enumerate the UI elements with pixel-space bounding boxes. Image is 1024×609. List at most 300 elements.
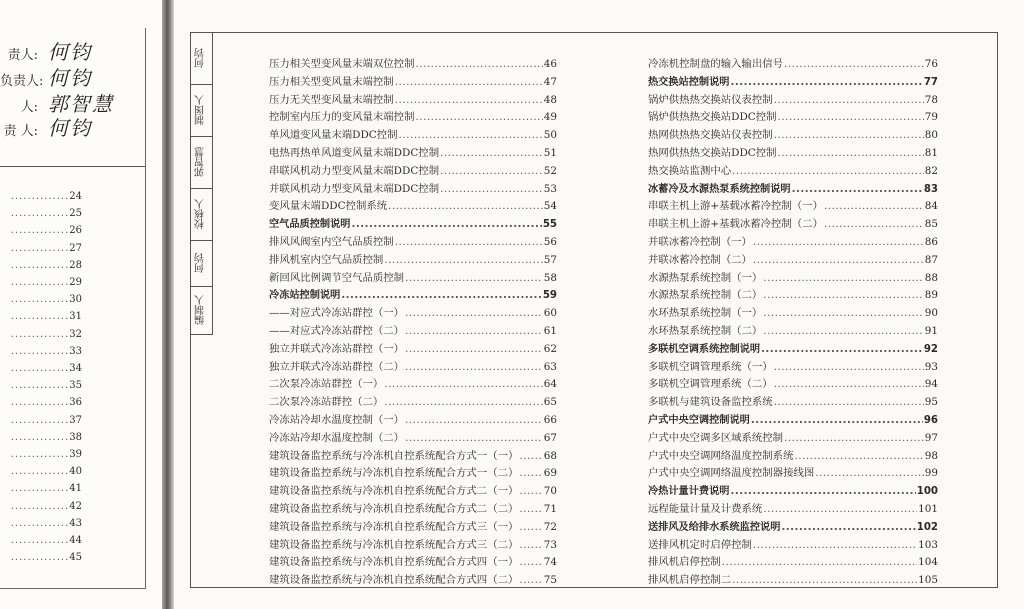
dot-leader: .............. [10,345,70,357]
toc-entry-title: 独立并联式冷冻站群控（二） [269,360,405,373]
toc-entry [0,552,82,563]
toc-entry-page: 71 [543,502,557,515]
dot-leader: .............. [10,328,70,340]
toc-entry-page: 104 [918,556,938,569]
responsibility-label: 负责人: [0,74,44,89]
toc-entry-page: 72 [543,520,557,533]
toc-entry [269,181,557,199]
toc-entry [648,181,938,199]
dot-leader [519,501,542,519]
toc-entry-page: 44 [69,535,82,546]
dot-leader [519,448,542,466]
toc-entry-page: 86 [924,235,938,248]
toc-entry [0,277,82,288]
dot-leader [440,145,543,163]
toc-entry [648,448,938,466]
toc-entry-title: 水源热泵系统控制（一） [648,271,763,284]
dot-leader [415,56,542,74]
toc-entry-title: 建筑设备监控系统与冷冻机自控系统配合方式三（一） [269,520,519,533]
toc-entry-page: 26 [69,225,82,237]
toc-entry-title: 变风量末端DDC控制系统 [269,200,388,213]
toc-entry [269,163,557,181]
toc-entry-title: 二次泵冷冻站群控（二） [269,396,384,409]
toc-entry-title: ——对应式冷冻站群控（一） [269,307,405,320]
toc-entry-title: 多联机空调系统控制说明 [648,343,761,355]
toc-entry-page: 100 [916,486,938,498]
toc-entry-title: 热交换站监测中心 [648,164,732,177]
dot-leader: .............. [10,449,70,460]
dot-leader: .............. [10,191,70,202]
toc-entry-page: 79 [924,111,938,124]
dot-leader [778,109,924,127]
toc-entry-title: 排风机启停控制二 [648,574,732,587]
toc-entry-title: 排风机启停控制 [648,556,721,569]
toc-entry-title: 并联冰蓄冷控制（二） [648,253,752,266]
dot-leader [519,554,542,572]
toc-entry-title: 冰蓄冷及水源热泵系统控制说明 [648,183,791,195]
responsibility-row [0,36,92,65]
dot-leader [781,519,915,537]
dot-leader: .............. [10,225,70,237]
toc-entry-page: 95 [924,396,938,409]
toc-entry-page: 74 [543,556,557,569]
toc-entry-page: 96 [923,414,938,426]
toc-entry-page: 33 [69,345,82,357]
dot-leader [405,412,543,430]
toc-entry-title: 水环热泵系统控制（二） [648,324,763,337]
toc-entry [648,287,938,305]
toc-entry [648,519,938,537]
toc-entry [648,501,938,519]
toc-entry-title: 建筑设备监控系统与冷冻机自控系统配合方式一（二） [269,467,519,480]
toc-entry [269,216,557,234]
dot-leader: .............. [10,397,70,409]
toc-entry-title: 多联机空调管理系统（二） [648,378,773,391]
toc-entry-page: 77 [923,76,938,88]
toc-entry-page: 97 [924,431,938,444]
dot-leader: .............. [10,535,70,546]
sidebar-cell: 何钧 [195,48,207,68]
toc-entry [0,449,82,460]
toc-entry-page: 24 [69,191,82,202]
toc-entry [648,537,938,555]
toc-entry-title: 热网供热热交换站仪表控制 [648,129,773,142]
dot-leader [763,501,917,519]
toc-entry [269,554,557,572]
toc-entry-page: 85 [924,218,938,231]
toc-entry [648,92,938,110]
left-page [0,0,162,609]
toc-entry-title: 水源热泵系统控制（二） [648,289,763,302]
dot-leader [440,181,543,199]
dot-leader [405,270,543,288]
toc-entry [0,501,82,512]
signature: 何钧 [48,66,92,90]
dot-leader [763,287,923,305]
toc-entry [269,145,557,163]
toc-entry [269,519,557,537]
toc-entry [0,311,82,322]
toc-entry [0,535,82,546]
dot-leader [784,430,924,448]
dot-leader [341,287,542,305]
frame-border [145,28,146,588]
dot-leader [722,554,917,572]
dot-leader [824,198,924,216]
toc-entry [0,397,82,408]
toc-column-right [648,56,938,590]
toc-entry [269,92,557,110]
toc-entry-page: 42 [69,500,82,512]
dot-leader [761,341,923,359]
toc-entry-title: 锅炉供热热交换站仪表控制 [648,93,773,106]
toc-entry-page: 57 [543,253,557,266]
toc-entry-page: 84 [924,200,938,213]
toc-entry [0,483,82,494]
dot-leader [815,465,924,483]
dot-leader [384,376,542,394]
dot-leader [440,163,543,181]
toc-entry-title: 水环热泵系统控制（一） [648,307,763,320]
toc-entry-page: 102 [916,521,938,533]
dot-leader [763,270,923,288]
toc-entry [269,74,557,92]
toc-entry [0,363,82,374]
toc-entry-page: 105 [918,574,938,587]
dot-leader [751,412,923,430]
dot-leader [774,394,924,412]
dot-leader [405,323,543,341]
dot-leader [519,537,542,555]
toc-entry [269,109,557,127]
dot-leader [792,181,923,199]
toc-entry [648,305,938,323]
toc-entry-title: 串联风机动力型变风量末端DDC控制 [269,164,440,177]
responsibility-label: 责 人: [3,124,38,139]
toc-entry [648,216,938,234]
toc-entry-page: 90 [924,307,938,320]
toc-entry-page: 40 [69,466,82,478]
toc-entry [648,56,938,74]
toc-entry-page: 59 [542,290,557,302]
toc-entry-page: 39 [69,449,82,460]
toc-entry [269,376,557,394]
toc-entry [648,252,938,270]
toc-entry [269,359,557,377]
toc-entry-page: 55 [542,219,557,231]
toc-entry-title: 控制室内压力的变风量末端控制 [269,111,415,124]
toc-entry-page: 36 [69,397,82,409]
dot-leader [388,198,543,216]
toc-entry [269,252,557,270]
frame-border [0,588,146,589]
toc-entry-page: 67 [543,431,557,444]
toc-entry-page: 46 [543,58,557,70]
toc-entry [648,323,938,341]
toc-entry [648,359,938,377]
toc-entry-page: 43 [69,517,82,529]
toc-entry-title: 户式中央空调网络温度控制器接线图 [648,467,815,480]
toc-entry-page: 101 [918,502,938,515]
toc-entry-title: 多联机与建筑设备监控系统 [648,396,773,409]
toc-entry [269,394,557,412]
dot-leader: .............. [10,483,70,495]
dot-leader [784,56,924,74]
toc-entry-page: 69 [543,467,557,480]
sidebar-cell: 编制人 [195,295,207,325]
toc-entry-page: 78 [924,93,938,106]
toc-entry-page: 98 [924,449,938,462]
toc-entry-page: 28 [69,259,82,271]
dot-leader: .............. [10,414,70,426]
toc-entry-title: 户式中央空调多区域系统控制 [648,431,784,444]
dot-leader [384,252,542,270]
toc-entry-page: 83 [923,183,938,195]
toc-entry-page: 75 [543,574,557,587]
toc-entry [0,208,82,219]
toc-entry-title: 冷冻站冷却水温度控制（一） [269,413,405,426]
dot-leader [519,572,542,590]
dot-leader [774,376,924,394]
sidebar-cell: 制图人 [195,95,207,125]
toc-entry [0,415,82,426]
toc-entry-page: 34 [69,363,82,374]
toc-entry-page: 99 [924,467,938,480]
toc-entry-title: 并联风机动力型变风量末端DDC控制 [269,182,440,195]
responsibility-row [0,62,92,91]
dot-leader [732,572,917,590]
toc-entry [269,448,557,466]
toc-entry [269,270,557,288]
dot-leader: .............. [10,380,70,392]
toc-entry-page: 31 [69,311,82,323]
toc-entry-title: 冷冻站冷却水温度控制（二） [269,431,405,444]
toc-entry [648,234,938,252]
toc-entry-page: 64 [543,378,557,391]
toc-entry [0,432,82,443]
toc-entry-page: 65 [543,396,557,409]
toc-entry [0,243,82,254]
dot-leader [405,341,543,359]
toc-entry [269,537,557,555]
toc-entry-title: 多联机空调管理系统（一） [648,360,773,373]
toc-entry [0,225,82,236]
dot-leader [519,483,542,501]
book-spine [162,0,174,609]
toc-entry-page: 35 [69,380,82,392]
toc-entry-title: ——对应式冷冻站群控（二） [269,324,405,337]
toc-entry [0,329,82,340]
dot-leader [395,92,543,110]
dot-leader: .............. [10,208,70,220]
toc-entry-page: 81 [924,146,938,159]
toc-entry [648,109,938,127]
toc-entry-page: 91 [924,324,938,337]
signature: 郭智慧 [48,92,114,116]
toc-entry-title: 压力相关型变风量末端控制 [269,75,394,88]
toc-entry-page: 88 [924,271,938,284]
dot-leader: .............. [10,277,70,288]
toc-entry-title: 建筑设备监控系统与冷冻机自控系统配合方式二（二） [269,502,519,515]
toc-entry [648,270,938,288]
toc-entry [269,341,557,359]
toc-entry-title: 远程能量计量及计费系统 [648,502,763,515]
toc-entry-page: 87 [924,253,938,266]
toc-entry-title: 建筑设备监控系统与冷冻机自控系统配合方式二（一） [269,485,519,498]
toc-entry-page: 66 [543,413,557,426]
dot-leader [774,92,924,110]
toc-entry-page: 56 [543,235,557,248]
toc-entry-page: 48 [543,93,557,106]
responsibility-label: 责人: [7,48,38,63]
dot-leader [731,483,916,501]
toc-entry-title: 热网供热热交换站DDC控制 [648,146,777,159]
dot-leader [732,163,924,181]
divider [0,166,146,167]
toc-entry [648,341,938,359]
signature-sidebar [190,32,213,335]
toc-entry-page: 47 [543,75,557,88]
sidebar-cell: 校核人 [195,199,207,229]
toc-entry [269,572,557,590]
toc-entry-title: 户式中央空调网络温度控制系统 [648,449,794,462]
toc-entry [0,294,82,305]
toc-entry [648,554,938,572]
toc-entry [648,483,938,501]
toc-entry-page: 37 [69,414,82,426]
toc-entry-page: 53 [543,182,557,195]
toc-entry-title: 户式中央空调控制说明 [648,414,750,426]
toc-entry-page: 62 [543,342,557,355]
toc-entry [269,127,557,145]
toc-entry-page: 89 [924,289,938,302]
toc-entry [0,518,82,529]
toc-entry-title: 建筑设备监控系统与冷冻机自控系统配合方式一（一） [269,449,519,462]
toc-entry [648,74,938,92]
toc-entry-page: 38 [69,431,82,443]
toc-entry-page: 30 [69,294,82,306]
toc-entry [648,198,938,216]
toc-entry [648,430,938,448]
dot-leader: .............. [10,500,70,512]
toc-entry-title: 空气品质控制说明 [269,219,351,231]
toc-entry-page: 49 [543,111,557,124]
toc-entry-page: 73 [543,538,557,551]
toc-entry [648,572,938,590]
toc-entry-title: 建筑设备监控系统与冷冻机自控系统配合方式三（二） [269,538,519,551]
sidebar-cell: 何钧 [195,253,207,273]
toc-entry-page: 25 [69,208,82,220]
toc-entry [269,198,557,216]
toc-entry [269,483,557,501]
dot-leader [778,145,924,163]
toc-entry-title: 冷热计量计费说明 [648,486,730,498]
dot-leader [753,537,917,555]
dot-leader [519,465,542,483]
toc-entry-title: 压力相关型变风量末端双位控制 [269,58,415,70]
toc-entry-title: 建筑设备监控系统与冷冻机自控系统配合方式四（一） [269,556,519,569]
toc-entry [269,412,557,430]
dot-leader: .............. [10,517,70,529]
toc-entry-page: 50 [543,129,557,142]
toc-entry-page: 82 [924,164,938,177]
toc-entry-title: 串联主机上游+基载冰蓄冷控制（一） [648,200,823,213]
toc-entry-page: 32 [69,328,82,340]
toc-entry-page: 54 [543,200,557,213]
dot-leader: .............. [10,259,70,271]
toc-entry [0,191,82,202]
responsibility-row [0,112,92,141]
toc-entry [269,430,557,448]
toc-entry-title: 单风道变风量末端DDC控制 [269,129,398,142]
toc-entry [269,56,557,74]
toc-entry-page: 76 [924,58,938,70]
toc-entry-title: 独立并联式冷冻站群控（一） [269,342,405,355]
toc-entry [269,465,557,483]
toc-entry [269,305,557,323]
dot-leader [352,216,542,234]
dot-leader [405,305,543,323]
toc-entry-page: 103 [918,538,938,551]
toc-entry-page: 51 [543,146,557,159]
toc-entry-page: 94 [924,378,938,391]
toc-entry-page: 29 [69,277,82,288]
toc-entry-page: 68 [543,449,557,462]
toc-entry-page: 93 [924,360,938,373]
toc-entry-page: 70 [543,485,557,498]
toc-entry-page: 58 [543,271,557,284]
toc-entry-page: 45 [69,552,82,564]
dot-leader: .............. [10,311,70,323]
toc-entry [648,145,938,163]
dot-leader: .............. [10,552,70,564]
toc-entry-page: 41 [69,483,82,495]
toc-entry-title: 锅炉供热热交换站DDC控制 [648,111,777,124]
dot-leader [395,74,543,92]
toc-entry-title: 电热再热单风道变风量末端DDC控制 [269,146,440,159]
toc-entry [648,127,938,145]
dot-leader [731,74,923,92]
toc-entry [0,466,82,477]
dot-leader: .............. [10,431,70,443]
toc-entry [0,380,82,391]
dot-leader: .............. [10,294,70,306]
dot-leader [519,519,542,537]
toc-entry-page: 80 [924,129,938,142]
dot-leader [384,394,542,412]
toc-entry-page: 63 [543,360,557,373]
dot-leader [399,127,543,145]
dot-leader [774,127,924,145]
toc-entry-title: 新回风比例调节空气品质控制 [269,271,405,284]
dot-leader [395,234,543,252]
toc-entry [648,163,938,181]
sidebar-cell: 郭智慧 [195,147,207,177]
signature: 何钧 [48,116,92,140]
dot-leader [763,323,923,341]
toc-entry-page: 92 [923,343,938,355]
signature: 何钧 [48,40,92,64]
toc-entry-page: 27 [69,242,82,254]
toc-entry [269,323,557,341]
toc-entry [269,501,557,519]
toc-entry-title: 二次泵冷冻站群控（一） [269,378,384,391]
toc-entry [0,346,82,357]
toc-entry [269,287,557,305]
dot-leader: .............. [10,363,70,374]
toc-entry [0,260,82,271]
toc-entry-title: 热交换站控制说明 [648,76,730,88]
